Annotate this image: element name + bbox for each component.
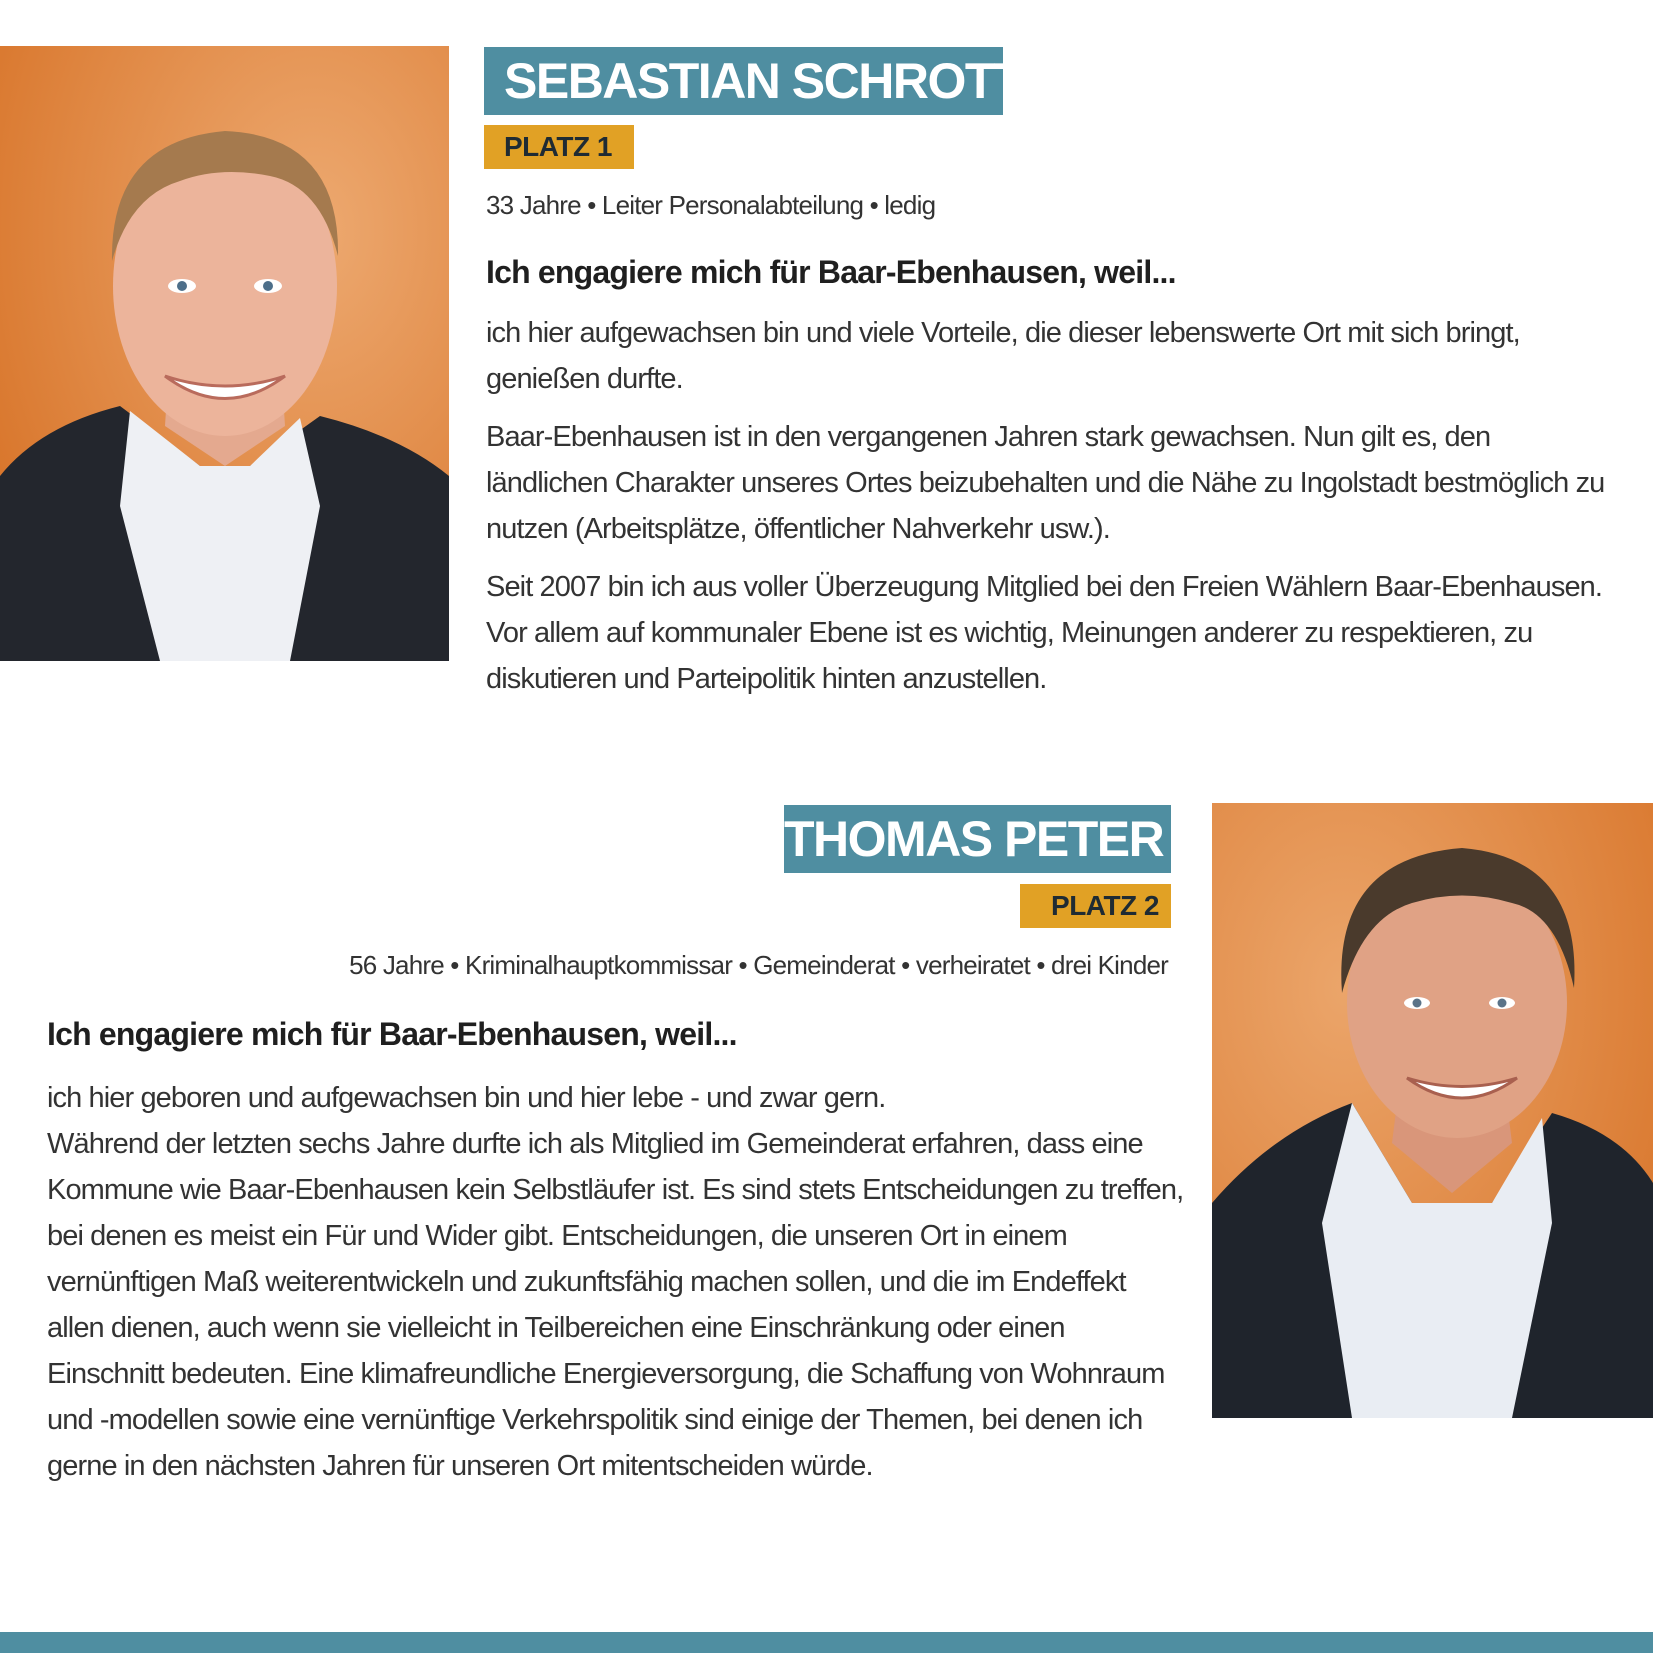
- portrait-illustration: [0, 46, 449, 661]
- candidate-meta: 56 Jahre • Kriminalhauptkommissar • Gemeinderat • verheiratet • drei Kinder: [349, 950, 1168, 980]
- rank-label: PLATZ 2: [1051, 890, 1159, 921]
- candidate-name-bar: [484, 47, 1023, 115]
- candidate-headline: Ich engagiere mich für Baar-Ebenhausen, weil...: [47, 1016, 737, 1052]
- candidate-statement: [47, 1075, 1187, 1489]
- rank-badge: [484, 125, 634, 169]
- candidate-name: THOMAS PETER: [784, 811, 1164, 867]
- statement-paragraph: Seit 2007 bin ich aus voller Überzeugung Mitglied bei den Freien Wählern Baar-Ebenhausen. Vor allem auf kommunaler Ebene ist es wichtig, Meinungen anderer zu respektieren, zu diskutieren und Parteipolitik hinten anzustellen.: [486, 571, 1603, 695]
- statement-paragraph: Während der letzten sechs Jahre durfte ich als Mitglied im Gemeinderat erfahren, dass eine Kommune wie Baar-Ebenhausen kein Selbstläufer ist. Es sind stets Entscheidungen zu treffen, bei denen es meist ein Für und Wider gibt. Entscheidungen, die unseren Ort in einem vernünftigen Maß weiterentwickeln und zukunftsfähig machen sollen, und die im Endeffekt allen dienen, auch wenn sie vielleicht in Teilbereichen eine Einschränkung oder einen Einschnitt bedeuten. Eine klimafreundliche Energieversorgung, die Schaffung von Wohnraum und -modellen sowie eine vernünftige Verkehrspolitik sind einige der Themen, bei denen ich gerne in den nächsten Jahren für unseren Ort mitentscheiden würde.: [47, 1128, 1184, 1482]
- rank-badge: [1020, 884, 1171, 928]
- candidate-photo-sebastian-schrott: [0, 46, 449, 661]
- statement-paragraph: Baar-Ebenhausen ist in den vergangenen Jahren stark gewachsen. Nun gilt es, den ländlichen Charakter unseres Ortes beizubehalten und die Nähe zu Ingolstadt bestmöglich zu nutzen (Arbeitsplätze, öffentlicher Nahverkehr usw.).: [486, 421, 1605, 545]
- footer-bar: [0, 1632, 1653, 1653]
- rank-label: PLATZ 1: [504, 131, 612, 162]
- candidate-name: SEBASTIAN SCHROTT: [504, 53, 1023, 109]
- statement-paragraph: ich hier geboren und aufgewachsen bin und hier lebe - und zwar gern.: [47, 1082, 886, 1114]
- candidate-photo-thomas-peter: [1212, 803, 1653, 1418]
- candidate-name-bar: [784, 805, 1171, 873]
- candidate-meta: 33 Jahre • Leiter Personalabteilung • ledig: [486, 190, 936, 220]
- statement-paragraph: ich hier aufgewachsen bin und viele Vorteile, die dieser lebenswerte Ort mit sich bringt, genießen durfte.: [486, 317, 1520, 395]
- candidate-headline: Ich engagiere mich für Baar-Ebenhausen, weil...: [486, 254, 1176, 290]
- portrait-illustration: [1212, 803, 1653, 1418]
- candidate-statement: [486, 310, 1616, 702]
